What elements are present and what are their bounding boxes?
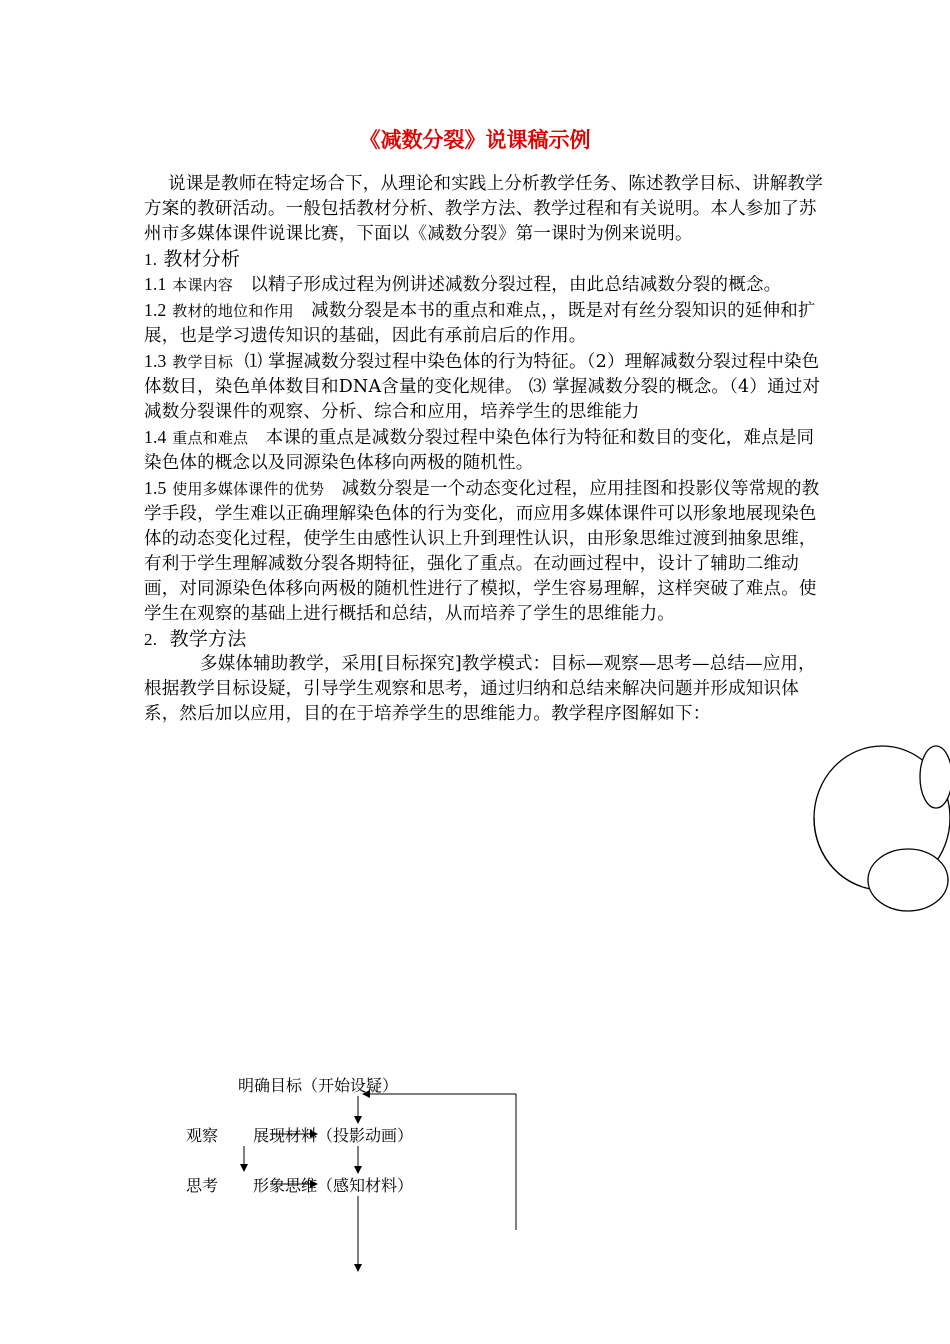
item-1-2: 1.2 教材的地位和作用 减数分裂是本书的重点和难点，，既是对有丝分裂知识的延伸和扩展，也是学习遗传知识的基础，因此有承前启后的作用。	[144, 300, 816, 346]
flow-think-step: 形象思维（感知材料）	[253, 1176, 414, 1195]
flow-goal-box: 明确目标（开始设疑）	[238, 1076, 399, 1095]
item-1-3: 1.3 教学目标 ⑴ 掌握减数分裂过程中染色体的行为特征。（2）理解减数分裂过程中染色体数目，染色单体数目和DNA含量的变化规律。 ⑶ 掌握减数分裂的概念。（4）通过对减数分裂课件的观察、分析、综合和应用，培养学生的思维能力	[144, 351, 821, 422]
flow-think-label: 思考	[186, 1176, 219, 1195]
page-title: 《减数分裂》说课稿示例	[359, 128, 591, 152]
intro-paragraph: 说课是教师在特定场合下，从理论和实践上分析教学任务、陈述教学目标、讲解教学方案的教研活动。一般包括教材分析、教学方法、教学过程和有关说明。本人参加了苏州市多媒体课件说课比赛，下面以《减数分裂》第一课时为例来说明。	[144, 174, 823, 244]
section-2-heading: 2. 教学方法	[144, 628, 247, 650]
item-1-4: 1.4 重点和难点 本课的重点是减数分裂过程中染色体行为特征和数目的变化，难点是同染色体的概念以及同源染色体移向两极的随机性。	[144, 427, 815, 473]
flow-observe-step: 展现材料（投影动画）	[253, 1126, 414, 1145]
flow-observe-label: 观察	[186, 1126, 219, 1145]
section-2-paragraph: 多媒体辅助教学，采用[目标探究]教学模式：目标—观察—思考—总结—应用，根据教学目标设疑，引导学生观察和思考，通过归纳和总结来解决问题并形成知识体系，然后加以应用，目的在于培养学生的思维能力。教学程序图解如下：	[144, 654, 816, 724]
item-1-5: 1.5 使用多媒体课件的优势 减数分裂是一个动态变化过程，应用挂图和投影仪等常规的教学手段，学生难以正确理解染色体的行为变化，而应用多媒体课件可以形象地展现染色体的动态变化过程，使学生由感性认识上升到理性认识，由形象思维过渡到抽象思维，有利于学生理解减数分裂各期特征，强化了重点。在动画过程中，设计了辅助二维动画，对同源染色体移向两极的随机性进行了模拟，学生容易理解，这样突破了难点。使学生在观察的基础上进行概括和总结，从而培养了学生的思维能力。	[144, 478, 820, 624]
item-1-1: 1.1 本课内容 以精子形成过程为例讲述减数分裂过程，由此总结减数分裂的概念。	[144, 274, 782, 295]
section-1-heading: 1. 教材分析	[144, 248, 241, 270]
